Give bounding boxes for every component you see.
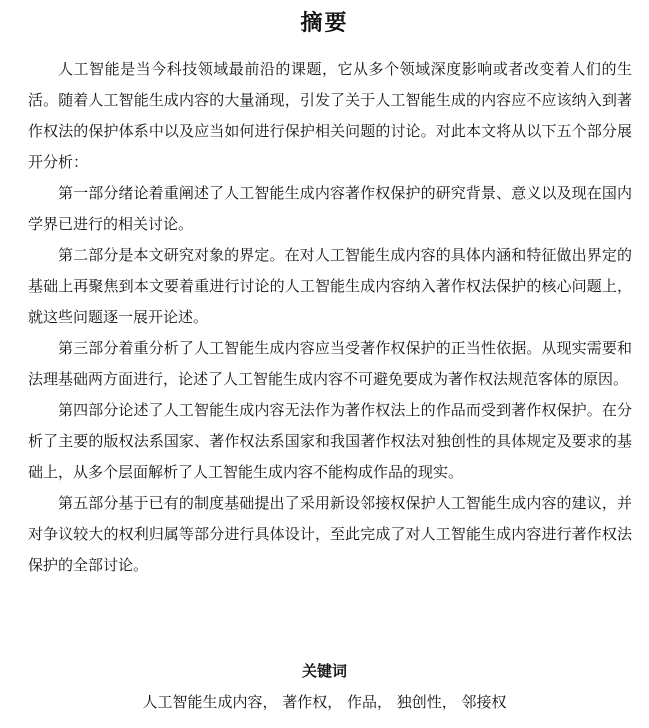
abstract-paragraph-part-1: 第一部分绪论着重阐述了人工智能生成内容著作权保护的研究背景、意义以及现在国内学界已进行的相关讨论。 <box>28 184 632 233</box>
keywords-title: 关键词 <box>301 662 347 680</box>
keywords-list: 人工智能生成内容， 著作权， 作品， 独创性， 邻接权 <box>142 693 507 711</box>
abstract-paragraph-part-3: 第三部分着重分析了人工智能生成内容应当受著作权保护的正当性依据。从现实需要和法理基础两方面进行，论述了人工智能生成内容不可避免要成为著作权法规范客体的原因。 <box>28 339 632 388</box>
abstract-title: 摘要 <box>300 11 349 36</box>
abstract-paragraph-intro: 人工智能是当今科技领域最前沿的课题，它从多个领域深度影响或者改变着人们的生活。随着人工智能生成内容的大量涌现，引发了关于人工智能生成的内容应不应该纳入到著作权法的保护体系中以及应当如何进行保护相关问题的讨论。对此本文将从以下五个部分展开分析： <box>28 60 632 171</box>
abstract-paragraph-part-4: 第四部分论述了人工智能生成内容无法作为著作权法上的作品而受到著作权保护。在分析了主要的版权法系国家、著作权法系国家和我国著作权法对独创性的具体规定及要求的基础上，从多个层面解析了人工智能生成内容不能构成作品的现实。 <box>28 401 632 481</box>
abstract-paragraph-part-2: 第二部分是本文研究对象的界定。在对人工智能生成内容的具体内涵和特征做出界定的基础上再聚焦到本文要着重进行讨论的人工智能生成内容纳入著作权法保护的核心问题上，就这些问题逐一展开论述。 <box>28 246 632 326</box>
abstract-body <box>28 54 632 581</box>
abstract-paragraph-part-5: 第五部分基于已有的制度基础提出了采用新设邻接权保护人工智能生成内容的建议，并对争议较大的权利归属等部分进行具体设计，至此完成了对人工智能生成内容进行著作权法保护的全部讨论。 <box>28 494 632 574</box>
